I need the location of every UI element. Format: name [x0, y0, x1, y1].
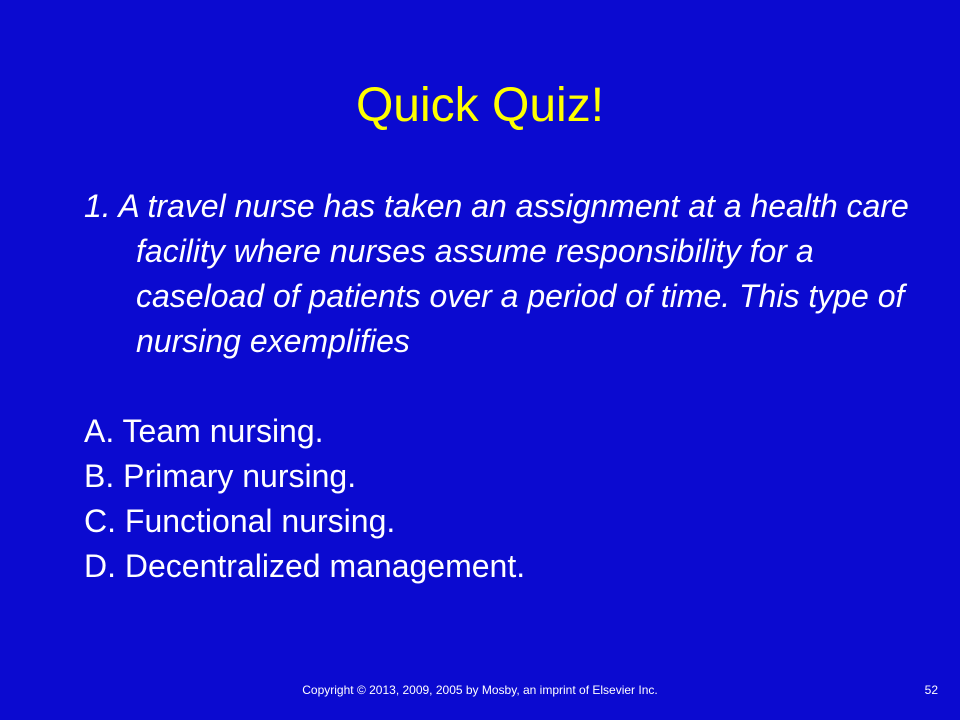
answer-options — [84, 409, 884, 589]
option-c: C. Functional nursing. — [84, 503, 396, 539]
option-d: D. Decentralized management. — [84, 548, 526, 584]
page-number: 52 — [924, 683, 938, 697]
quiz-question: 1. A travel nurse has taken an assignment at a health care facility where nurses assume responsibility for a caseload of patients over a period of time. This type of nursing exemplifies — [84, 188, 909, 359]
copyright-footer: Copyright © 2013, 2009, 2005 by Mosby, an imprint of Elsevier Inc. — [302, 683, 658, 697]
slide-title: Quick Quiz! — [355, 79, 605, 132]
option-a: A. Team nursing. — [84, 413, 324, 449]
option-b: B. Primary nursing. — [84, 458, 357, 494]
